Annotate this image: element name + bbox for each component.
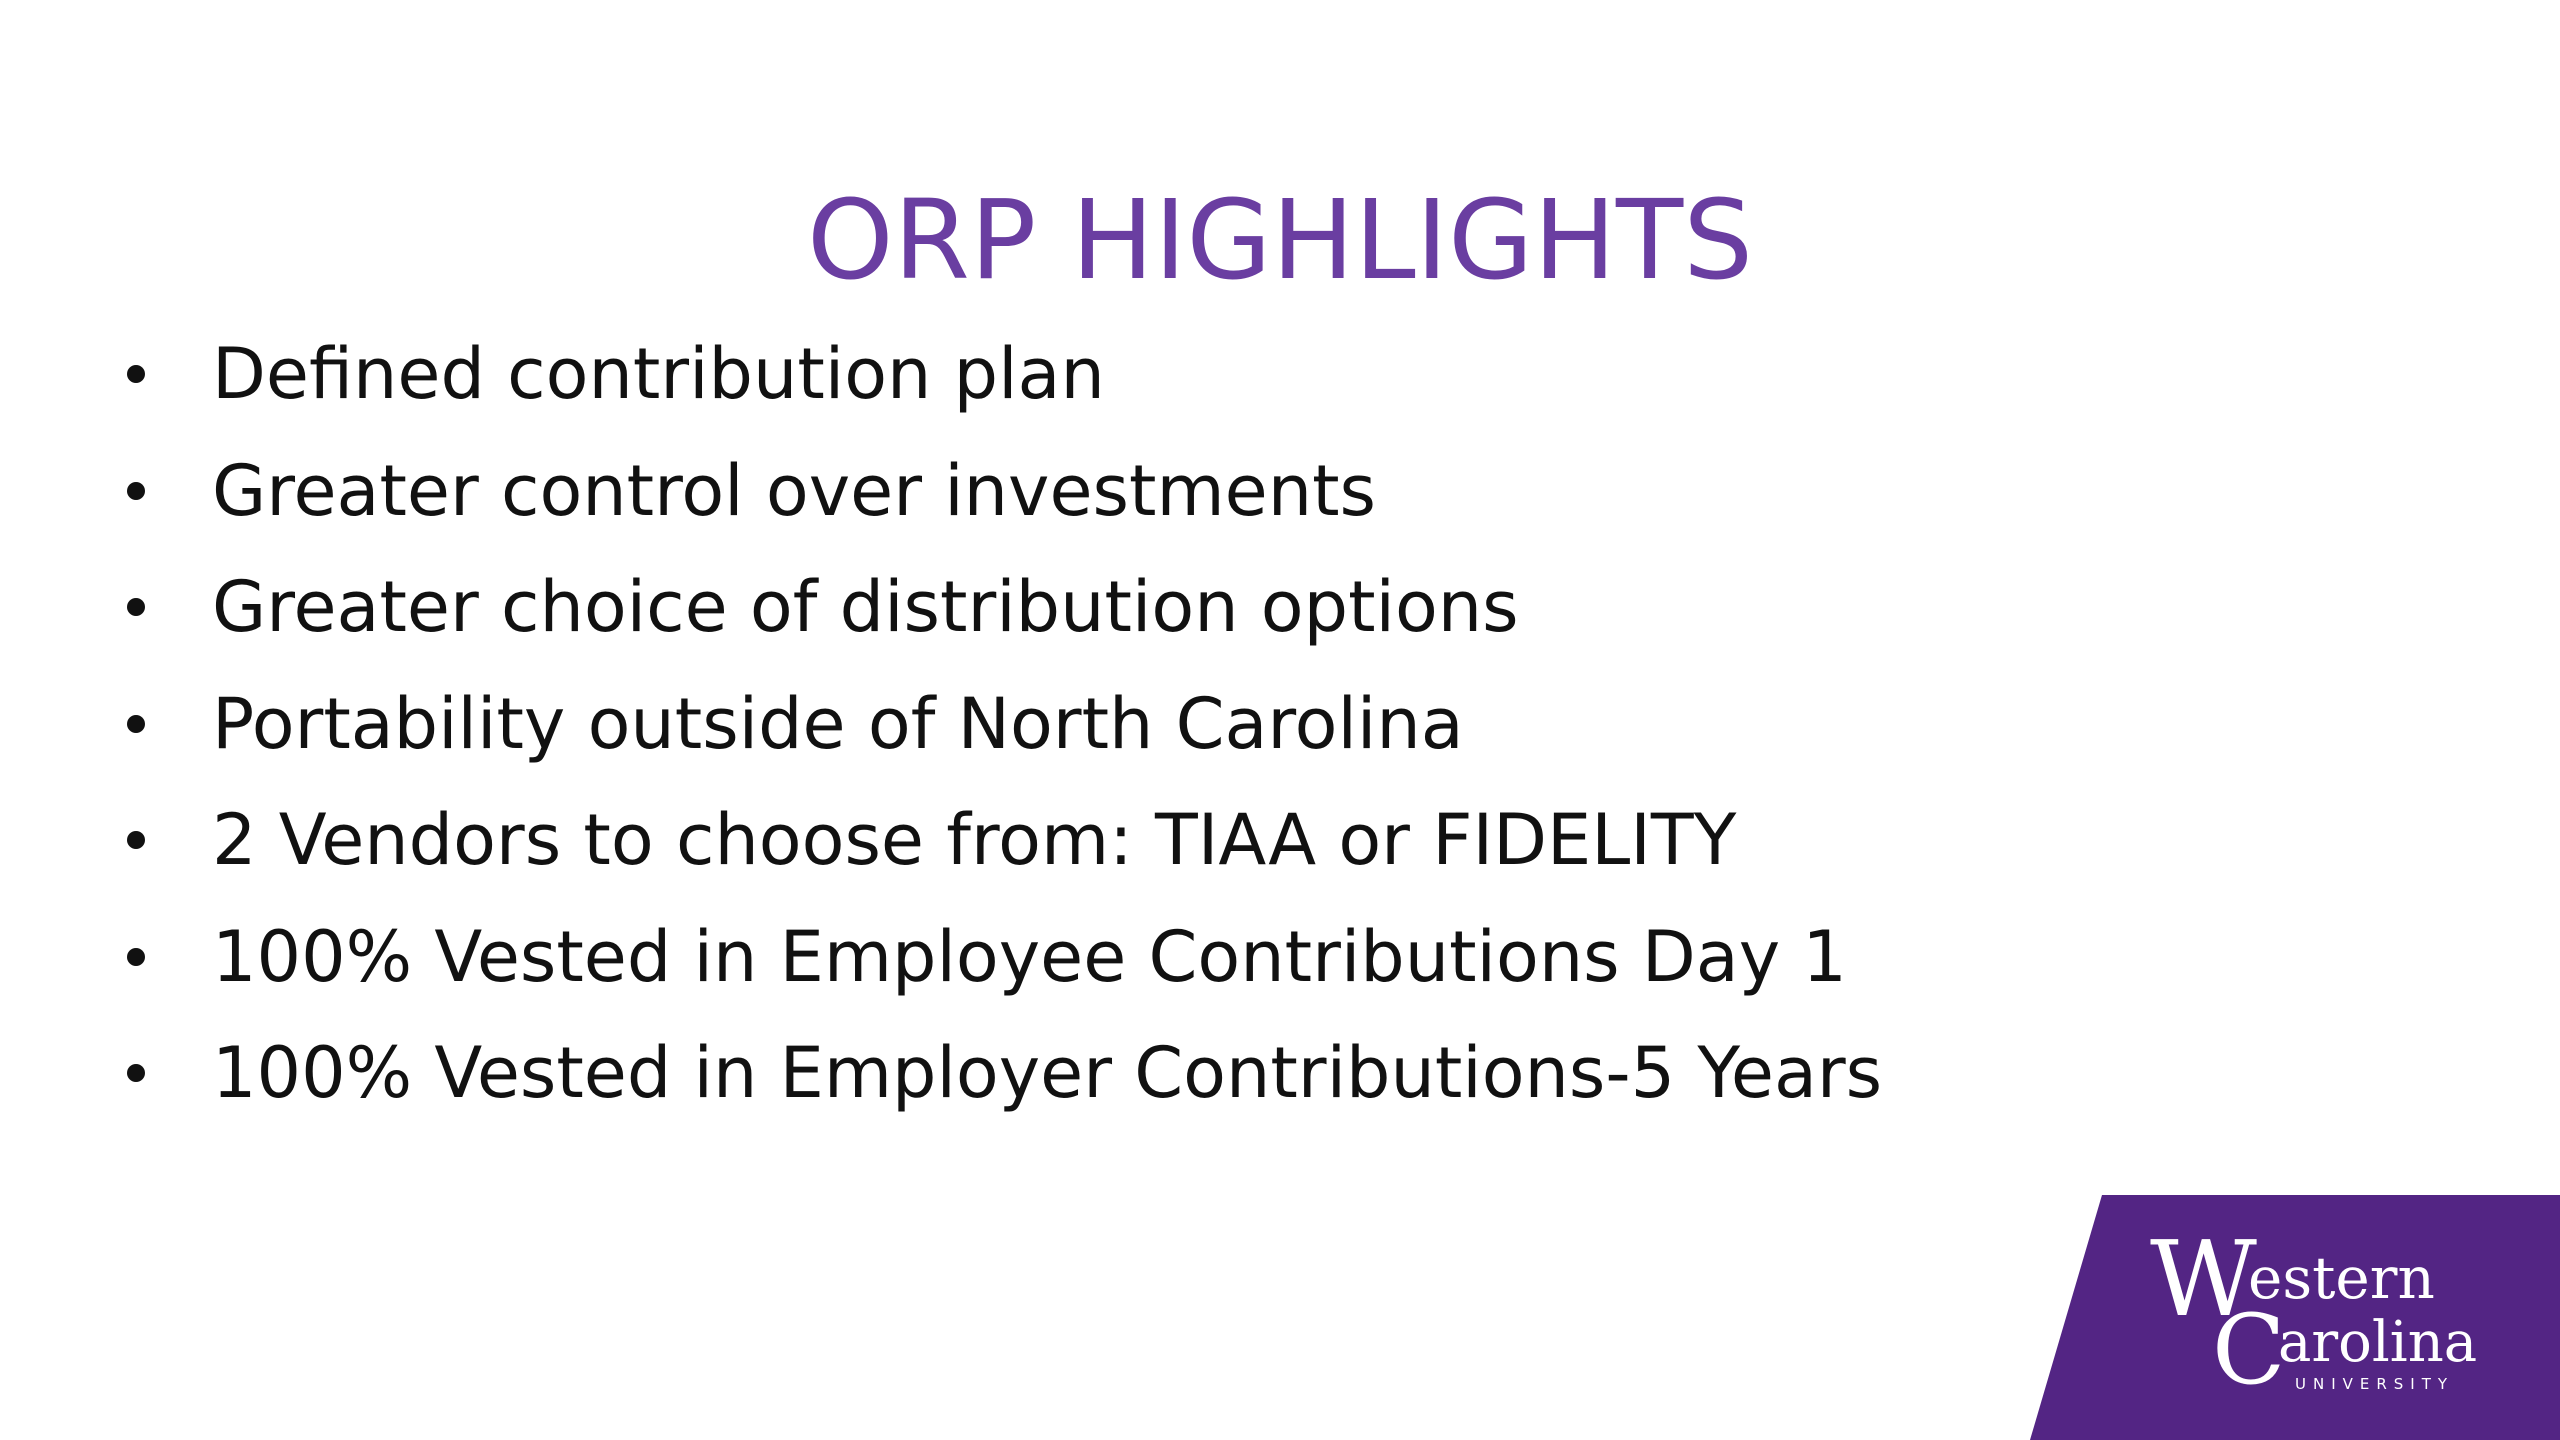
bullet-list: [118, 316, 1882, 1132]
bullet-text: Portability outside of North Carolina: [212, 682, 1464, 765]
bullet-dot-icon: [127, 715, 145, 733]
bullet-text: Greater control over investments: [212, 449, 1376, 532]
bullet-item: [118, 549, 1882, 666]
bullet-item: [118, 899, 1882, 1016]
bullet-text: 2 Vendors to choose from: TIAA or FIDELITY: [212, 799, 1737, 882]
bullet-text: Greater choice of distribution options: [212, 566, 1519, 649]
bullet-item: [118, 433, 1882, 550]
logo-line1: estern: [2248, 1244, 2435, 1312]
bullet-item: [118, 782, 1882, 899]
bullet-dot-icon: [127, 831, 145, 849]
university-logo-block: [2030, 1195, 2560, 1440]
bullet-dot-icon: [127, 948, 145, 966]
bullet-text: 100% Vested in Employee Contributions Day 1: [212, 915, 1847, 998]
bullet-dot-icon: [127, 482, 145, 500]
logo-initial-c: C: [2212, 1294, 2286, 1406]
logo-line2: arolina: [2278, 1310, 2478, 1375]
logo-initial-w: W: [2150, 1218, 2257, 1340]
bullet-item: [118, 666, 1882, 783]
bullet-dot-icon: [127, 598, 145, 616]
bullet-dot-icon: [127, 365, 145, 383]
bullet-item: [118, 316, 1882, 433]
bullet-item: [118, 1015, 1882, 1132]
slide-title: ORP HIGHLIGHTS: [806, 176, 1754, 304]
university-logo: [2030, 1195, 2560, 1440]
bullet-dot-icon: [127, 1064, 145, 1082]
bullet-text: Defined contribution plan: [212, 333, 1105, 416]
logo-line3: UNIVERSITY: [2295, 1375, 2455, 1393]
bullet-text: 100% Vested in Employer Contributions-5 Years: [212, 1032, 1883, 1115]
